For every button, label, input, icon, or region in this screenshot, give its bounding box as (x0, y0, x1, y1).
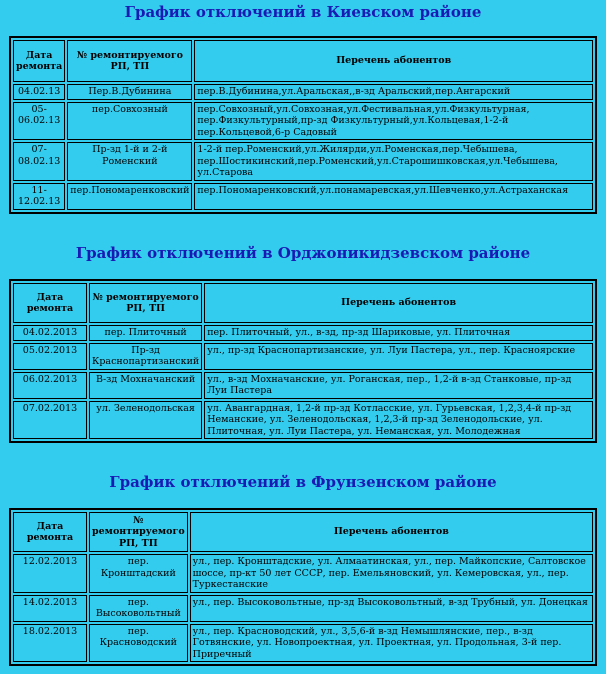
row-rp: Пр-зд Краснопартизанский (89, 343, 202, 370)
row-rp: В-зд Мохначанский (89, 372, 202, 399)
row-rp: пер. Красноводский (89, 624, 188, 663)
row-rp: Пер.В.Дубинина (67, 84, 192, 100)
date-header: Дата ремонта (13, 512, 87, 552)
row-list: ул., пер. Высоковольтные, пр-зд Высоковольтный, в-зд Трубный, ул. Донецкая (190, 595, 593, 622)
rp-header: № ремонтируемого РП, ТП (67, 40, 192, 82)
row-rp: ул. Зеленодольская (89, 401, 202, 440)
table-row (13, 343, 593, 370)
row-date: 07.02.2013 (13, 401, 87, 440)
list-header: Перечень абонентов (204, 283, 593, 323)
row-date: 04.02.2013 (13, 325, 87, 341)
ordzhonikidze-table (9, 279, 597, 443)
table-row (13, 183, 593, 210)
date-header: Дата ремонта (13, 283, 87, 323)
table-header-row (13, 512, 593, 552)
row-list: ул., пер. Кронштадские, ул. Алмаатинская, ул., пер. Майкопские, Салтовское шоссе, пр-кт 50 лет СССР, пер. Емельяновский, ул. Кемеровская, ул., пер. Туркестанские (190, 554, 593, 593)
row-date: 18.02.2013 (13, 624, 87, 663)
frunze-table (9, 508, 597, 666)
row-list: пер.Пономаренковский,ул.понамаревская,ул.Шевченко,ул.Астраханская (194, 183, 593, 210)
row-list: пер.В.Дубинина,ул.Аральская,,в-зд Аральский,пер.Ангарский (194, 84, 593, 100)
row-rp: пер.Пономаренковский (67, 183, 192, 210)
table-row (13, 84, 593, 100)
row-date: 12.02.2013 (13, 554, 87, 593)
row-date: 07-08.02.13 (13, 142, 65, 181)
row-list: ул. Авангардная, 1,2-й пр-зд Котласские, ул. Гурьевская, 1,2,3,4-й пр-зд Неманские, ул. Зеленодольская, 1,2,3-й пр-зд Зеленодольские, ул. Плиточная, ул. Луи Пастера, ул. Неманская, ул. Молодежная (204, 401, 593, 440)
kiev-title: График отключений в Киевском районе (124, 3, 482, 21)
table-header-row (13, 40, 593, 82)
frunze-title: График отключений в Фрунзенском районе (109, 473, 497, 491)
row-list: пер.Совхозный,ул.Совхозная,ул.Фестивальная,ул.Физкультурная, пер.Физкультурный,пр-зд Физкультурный,ул.Кольцевая,1-2-й пер.Кольцевой,6-р Садовый (194, 102, 593, 141)
table-row (13, 102, 593, 141)
row-date: 05.02.2013 (13, 343, 87, 370)
row-list: ул., пр-зд Краснопартизанские, ул. Луи Пастера, ул., пер. Красноярские (204, 343, 593, 370)
row-list: 1-2-й пер.Роменский,ул.Жилярди,ул.Роменская,пер.Чебышева, пер.Шостикинский,пер.Роменский,ул.Старошишковская,ул.Чебышева, ул.Старова (194, 142, 593, 181)
list-header: Перечень абонентов (190, 512, 593, 552)
table-row (13, 554, 593, 593)
table-row (13, 372, 593, 399)
row-date: 05-06.02.13 (13, 102, 65, 141)
date-header: Дата ремонта (13, 40, 65, 82)
row-rp: пер. Высоковольтный (89, 595, 188, 622)
table-row (13, 325, 593, 341)
table-header-row (13, 283, 593, 323)
table-row (13, 401, 593, 440)
rp-header: № ремонтируемого РП, ТП (89, 283, 202, 323)
row-date: 06.02.2013 (13, 372, 87, 399)
row-list: пер. Плиточный, ул., в-зд, пр-зд Шариковые, ул. Плиточная (204, 325, 593, 341)
table-row (13, 142, 593, 181)
row-rp: пер. Плиточный (89, 325, 202, 341)
row-rp: Пр-зд 1-й и 2-й Роменский (67, 142, 192, 181)
table-row (13, 595, 593, 622)
row-rp: пер. Кронштадский (89, 554, 188, 593)
row-list: ул., в-зд Мохначанские, ул. Роганская, пер., 1,2-й в-зд Станковые, пр-зд Луи Пастера (204, 372, 593, 399)
row-list: ул., пер. Красноводский, ул., 3,5,6-й в-зд Немышлянские, пер., в-зд Готвянские, ул. Новопроектная, ул. Проектная, ул. Продольная, 3-й пер. Приречный (190, 624, 593, 663)
row-rp: пер.Совхозный (67, 102, 192, 141)
table-row (13, 624, 593, 663)
row-date: 04.02.13 (13, 84, 65, 100)
list-header: Перечень абонентов (194, 40, 593, 82)
row-date: 14.02.2013 (13, 595, 87, 622)
ordzhonikidze-title: График отключений в Орджоникидзевском районе (75, 244, 531, 262)
rp-header: № ремонтируемого РП, ТП (89, 512, 188, 552)
kiev-table (9, 36, 597, 214)
row-date: 11-12.02.13 (13, 183, 65, 210)
